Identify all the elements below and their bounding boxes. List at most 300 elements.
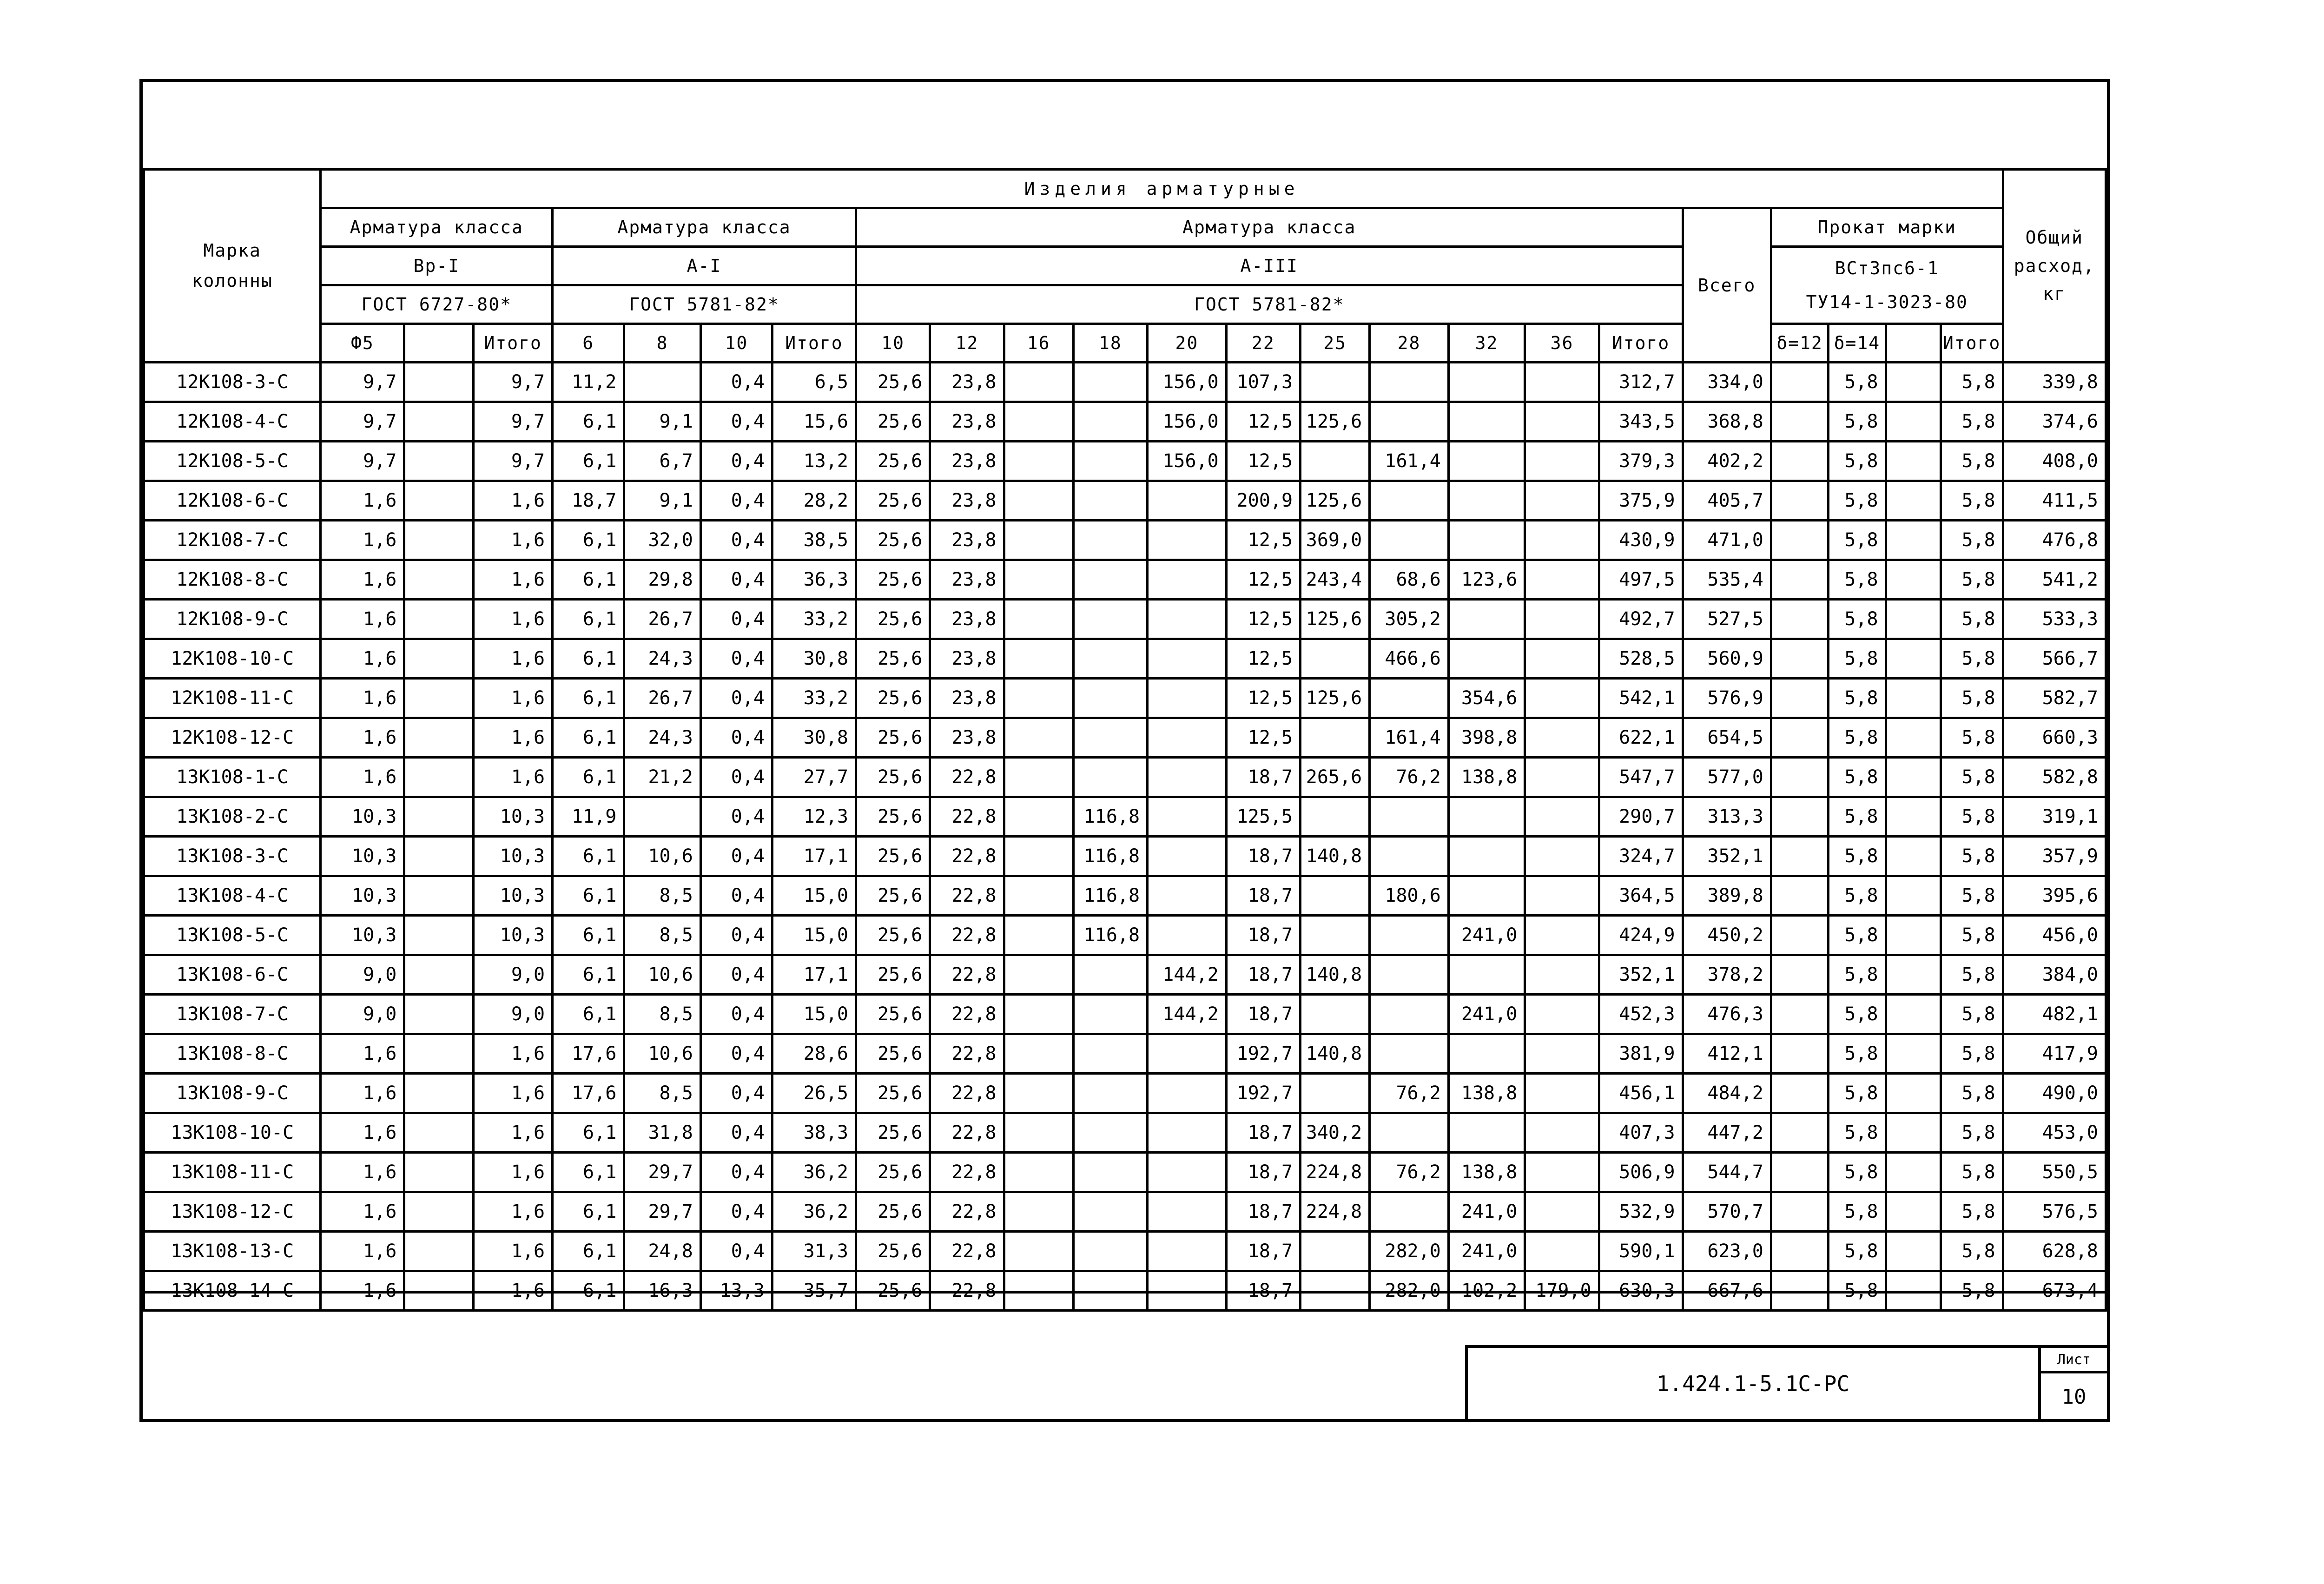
table-cell: 312,7 [1599, 363, 1683, 402]
table-cell: 161,4 [1370, 718, 1449, 758]
table-cell: 17,1 [772, 837, 856, 876]
table-cell: 1,6 [321, 1271, 404, 1311]
table-cell: 25,6 [856, 1192, 930, 1232]
table-cell: 5,8 [1829, 916, 1886, 955]
table-cell: 25,6 [856, 758, 930, 797]
table-cell: 6,1 [553, 876, 624, 916]
table-cell: 290,7 [1599, 797, 1683, 837]
table-cell [1525, 876, 1599, 916]
table-cell [1148, 718, 1227, 758]
table-cell: 25,6 [856, 679, 930, 718]
table-cell: 1,6 [321, 758, 404, 797]
table-cell: 125,6 [1301, 600, 1370, 639]
table-cell [1148, 837, 1227, 876]
table-cell: 6,1 [553, 402, 624, 442]
table-cell [1525, 955, 1599, 995]
table-cell: 12,5 [1226, 521, 1300, 560]
table-cell [1448, 521, 1525, 560]
table-cell: 340,2 [1301, 1113, 1370, 1153]
table-cell [1448, 600, 1525, 639]
table-cell [1448, 481, 1525, 521]
table-cell: 375,9 [1599, 481, 1683, 521]
table-cell: 9,7 [474, 363, 553, 402]
table-cell: 5,8 [1941, 442, 2003, 481]
table-cell: 12,5 [1226, 442, 1300, 481]
table-row [144, 363, 2106, 402]
table-cell: 368,8 [1683, 402, 1771, 442]
table-cell: 192,7 [1226, 1074, 1300, 1113]
table-cell [1073, 1192, 1147, 1232]
header-a1-class: A-I [553, 247, 856, 285]
table-cell: 18,7 [1226, 837, 1300, 876]
diameter-header-cell: 20 [1148, 324, 1227, 363]
table-cell: 138,8 [1448, 1074, 1525, 1113]
table-cell: 0,4 [700, 560, 772, 600]
column-mark-cell: 12К108-5-С [144, 442, 321, 481]
table-cell [624, 797, 701, 837]
table-cell [1148, 560, 1227, 600]
table-row [144, 1232, 2106, 1271]
table-cell: 1,6 [321, 1192, 404, 1232]
table-cell: 660,3 [2003, 718, 2106, 758]
table-cell: 450,2 [1683, 916, 1771, 955]
table-cell: 9,0 [321, 955, 404, 995]
table-cell: 5,8 [1829, 718, 1886, 758]
table-cell: 17,1 [772, 955, 856, 995]
table-cell [1886, 1074, 1941, 1113]
table-cell [1004, 1034, 1073, 1074]
table-cell: 0,4 [700, 1192, 772, 1232]
table-cell [1148, 1034, 1227, 1074]
table-cell [1148, 639, 1227, 679]
rebar-specification-table [143, 168, 2107, 1312]
table-cell [1525, 481, 1599, 521]
table-cell: 5,8 [1941, 876, 2003, 916]
table-cell [1771, 402, 1828, 442]
table-cell [1004, 679, 1073, 718]
sheet-number-cell [2038, 1345, 2107, 1419]
table-cell [404, 442, 474, 481]
table-cell: 16,3 [624, 1271, 701, 1311]
table-cell: 22,8 [930, 876, 1004, 916]
table-cell: 402,2 [1683, 442, 1771, 481]
table-cell: 156,0 [1148, 363, 1227, 402]
title-block-divider [143, 1291, 2107, 1294]
table-cell: 6,1 [553, 1192, 624, 1232]
table-cell: 192,7 [1226, 1034, 1300, 1074]
diameter-header-cell: 18 [1073, 324, 1147, 363]
column-mark-cell: 13К108-6-С [144, 955, 321, 995]
table-cell: 9,7 [321, 442, 404, 481]
table-row [144, 442, 2106, 481]
table-cell: 17,6 [553, 1034, 624, 1074]
table-cell: 408,0 [2003, 442, 2106, 481]
table-cell: 590,1 [1599, 1232, 1683, 1271]
table-cell: 5,8 [1941, 1232, 2003, 1271]
table-row [144, 718, 2106, 758]
table-cell: 25,6 [856, 1153, 930, 1192]
table-cell: 1,6 [474, 1113, 553, 1153]
table-cell [1073, 521, 1147, 560]
table-cell: 5,8 [1829, 600, 1886, 639]
table-cell: 25,6 [856, 718, 930, 758]
table-cell: 23,8 [930, 639, 1004, 679]
table-cell: 10,3 [321, 876, 404, 916]
table-cell: 156,0 [1148, 402, 1227, 442]
table-cell: 32,0 [624, 521, 701, 560]
table-cell: 628,8 [2003, 1232, 2106, 1271]
table-cell: 0,4 [700, 521, 772, 560]
table-row [144, 1074, 2106, 1113]
table-cell: 23,8 [930, 521, 1004, 560]
table-cell: 577,0 [1683, 758, 1771, 797]
table-cell: 144,2 [1148, 955, 1227, 995]
table-cell [1004, 797, 1073, 837]
table-cell: 5,8 [1829, 679, 1886, 718]
table-cell [1370, 481, 1449, 521]
table-cell: 25,6 [856, 1271, 930, 1311]
table-cell: 8,5 [624, 916, 701, 955]
table-cell: 324,7 [1599, 837, 1683, 876]
table-cell: 10,3 [321, 797, 404, 837]
table-cell: 243,4 [1301, 560, 1370, 600]
table-cell [1301, 916, 1370, 955]
table-cell [1886, 876, 1941, 916]
table-cell [1004, 363, 1073, 402]
table-cell: 0,4 [700, 600, 772, 639]
table-cell [1370, 1034, 1449, 1074]
table-cell: 224,8 [1301, 1192, 1370, 1232]
diameter-header-cell: Итого [1599, 324, 1683, 363]
header-vr-class: Вр-I [321, 247, 553, 285]
table-cell: 25,6 [856, 916, 930, 955]
table-row [144, 758, 2106, 797]
table-cell: 1,6 [321, 1113, 404, 1153]
table-cell [1886, 837, 1941, 876]
header-prokat-title: Прокат марки [1771, 208, 2003, 247]
table-cell: 5,8 [1829, 837, 1886, 876]
table-cell [1148, 1074, 1227, 1113]
table-cell: 28,2 [772, 481, 856, 521]
table-cell: 22,8 [930, 1192, 1004, 1232]
table-cell: 161,4 [1370, 442, 1449, 481]
table-cell: 5,8 [1829, 639, 1886, 679]
table-cell: 25,6 [856, 639, 930, 679]
table-cell: 11,9 [553, 797, 624, 837]
table-cell: 180,6 [1370, 876, 1449, 916]
table-cell: 25,6 [856, 995, 930, 1034]
table-cell: 5,8 [1941, 481, 2003, 521]
drawing-sheet [139, 79, 2110, 1422]
table-cell: 490,0 [2003, 1074, 2106, 1113]
table-cell: 0,4 [700, 679, 772, 718]
table-cell: 374,6 [2003, 402, 2106, 442]
table-cell: 76,2 [1370, 1074, 1449, 1113]
table-cell: 15,6 [772, 402, 856, 442]
table-cell: 1,6 [321, 600, 404, 639]
table-cell: 116,8 [1073, 797, 1147, 837]
table-cell [1886, 916, 1941, 955]
table-cell [1004, 639, 1073, 679]
table-cell: 389,8 [1683, 876, 1771, 916]
table-cell: 25,6 [856, 521, 930, 560]
table-cell: 0,4 [700, 995, 772, 1034]
table-cell: 18,7 [1226, 1232, 1300, 1271]
table-cell: 1,6 [474, 718, 553, 758]
table-cell [1370, 1113, 1449, 1153]
table-cell: 8,5 [624, 1074, 701, 1113]
table-cell: 10,6 [624, 837, 701, 876]
table-cell [1525, 639, 1599, 679]
table-cell: 8,5 [624, 995, 701, 1034]
table-cell: 398,8 [1448, 718, 1525, 758]
table-cell: 107,3 [1226, 363, 1300, 402]
table-cell: 23,8 [930, 442, 1004, 481]
diameter-header-cell: 8 [624, 324, 701, 363]
table-cell: 5,8 [1829, 1113, 1886, 1153]
header-mark: Марка колонны [144, 170, 321, 363]
table-cell [1448, 1034, 1525, 1074]
table-cell [1370, 797, 1449, 837]
table-cell [1525, 916, 1599, 955]
table-cell: 5,8 [1829, 560, 1886, 600]
table-cell: 5,8 [1829, 1034, 1886, 1074]
table-cell: 13,3 [700, 1271, 772, 1311]
table-cell [1004, 600, 1073, 639]
diameter-header-cell: 12 [930, 324, 1004, 363]
table-cell: 125,6 [1301, 402, 1370, 442]
table-cell: 466,6 [1370, 639, 1449, 679]
table-cell: 447,2 [1683, 1113, 1771, 1153]
table-cell [1771, 837, 1828, 876]
table-cell [1004, 876, 1073, 916]
table-cell: 125,6 [1301, 679, 1370, 718]
column-mark-cell: 12К108-8-С [144, 560, 321, 600]
table-cell: 5,8 [1941, 995, 2003, 1034]
table-cell: 6,1 [553, 600, 624, 639]
column-mark-cell: 13К108-5-С [144, 916, 321, 955]
table-cell [1073, 1034, 1147, 1074]
table-cell: 0,4 [700, 639, 772, 679]
table-cell: 22,8 [930, 797, 1004, 837]
table-cell: 25,6 [856, 837, 930, 876]
table-cell [1370, 363, 1449, 402]
table-cell: 532,9 [1599, 1192, 1683, 1232]
table-cell: 241,0 [1448, 1192, 1525, 1232]
table-cell: 22,8 [930, 955, 1004, 995]
column-mark-cell: 13К108-4-С [144, 876, 321, 916]
table-cell [1073, 1232, 1147, 1271]
table-cell: 18,7 [1226, 955, 1300, 995]
table-cell: 357,9 [2003, 837, 2106, 876]
header-prokat-mark: ВСт3пс6-1 [1835, 258, 1939, 279]
diameter-header-cell [404, 324, 474, 363]
table-cell: 28,6 [772, 1034, 856, 1074]
table-cell [1886, 402, 1941, 442]
table-cell: 156,0 [1148, 442, 1227, 481]
table-cell: 1,6 [474, 600, 553, 639]
table-cell: 5,8 [1829, 1074, 1886, 1113]
table-cell: 31,3 [772, 1232, 856, 1271]
table-cell [404, 679, 474, 718]
table-cell [1886, 679, 1941, 718]
header-a1-gost: ГОСТ 5781-82* [553, 285, 856, 324]
table-cell: 25,6 [856, 363, 930, 402]
table-cell: 5,8 [1941, 1074, 2003, 1113]
table-cell: 23,8 [930, 363, 1004, 402]
table-cell: 22,8 [930, 1034, 1004, 1074]
table-cell: 6,5 [772, 363, 856, 402]
table-row [144, 797, 2106, 837]
table-cell: 36,3 [772, 560, 856, 600]
table-cell: 570,7 [1683, 1192, 1771, 1232]
document-code-cell [1465, 1345, 2038, 1419]
table-cell: 527,5 [1683, 600, 1771, 639]
table-cell: 0,4 [700, 837, 772, 876]
table-cell: 10,3 [474, 876, 553, 916]
table-cell [404, 363, 474, 402]
table-cell: 21,2 [624, 758, 701, 797]
document-code: 1.424.1-5.1С-РС [1656, 1371, 1850, 1396]
table-cell: 5,8 [1829, 955, 1886, 995]
table-cell: 352,1 [1683, 837, 1771, 876]
table-cell [1370, 955, 1449, 995]
table-cell: 456,0 [2003, 916, 2106, 955]
table-cell: 30,8 [772, 718, 856, 758]
diameter-header-cell: 16 [1004, 324, 1073, 363]
diameter-header-cell: 32 [1448, 324, 1525, 363]
table-cell [1771, 442, 1828, 481]
table-cell: 506,9 [1599, 1153, 1683, 1192]
table-cell [1886, 363, 1941, 402]
table-cell: 6,1 [553, 995, 624, 1034]
table-cell: 5,8 [1941, 718, 2003, 758]
table-cell: 23,8 [930, 402, 1004, 442]
table-cell: 0,4 [700, 402, 772, 442]
table-cell [1073, 639, 1147, 679]
table-cell [1370, 1192, 1449, 1232]
table-cell: 5,8 [1941, 521, 2003, 560]
table-cell: 6,1 [553, 442, 624, 481]
table-cell [1771, 600, 1828, 639]
table-cell [1301, 639, 1370, 679]
table-cell [1301, 797, 1370, 837]
table-cell: 6,1 [553, 758, 624, 797]
table-cell: 116,8 [1073, 837, 1147, 876]
table-cell: 0,4 [700, 1153, 772, 1192]
table-cell: 6,1 [553, 955, 624, 995]
table-cell: 0,4 [700, 758, 772, 797]
table-cell: 1,6 [321, 481, 404, 521]
table-cell: 25,6 [856, 402, 930, 442]
table-cell: 1,6 [321, 639, 404, 679]
table-cell [1771, 995, 1828, 1034]
table-cell [1148, 876, 1227, 916]
table-cell [1525, 679, 1599, 718]
table-cell: 673,4 [2003, 1271, 2106, 1311]
table-cell [404, 1113, 474, 1153]
table-cell: 76,2 [1370, 758, 1449, 797]
table-cell: 144,2 [1148, 995, 1227, 1034]
table-cell: 26,7 [624, 679, 701, 718]
diameter-header-row [144, 324, 2106, 363]
table-cell: 5,8 [1941, 1271, 2003, 1311]
table-cell [1448, 639, 1525, 679]
table-cell: 30,8 [772, 639, 856, 679]
table-cell [1148, 521, 1227, 560]
table-cell [1448, 402, 1525, 442]
table-cell: 547,7 [1599, 758, 1683, 797]
table-cell: 544,7 [1683, 1153, 1771, 1192]
table-cell: 25,6 [856, 1232, 930, 1271]
table-cell: 5,8 [1941, 1034, 2003, 1074]
table-cell [404, 758, 474, 797]
table-cell: 6,1 [553, 1153, 624, 1192]
table-cell: 10,3 [321, 837, 404, 876]
table-cell [1004, 481, 1073, 521]
table-cell: 0,4 [700, 876, 772, 916]
table-cell: 125,6 [1301, 481, 1370, 521]
table-cell: 5,8 [1941, 955, 2003, 995]
table-row [144, 837, 2106, 876]
diameter-header-cell: Итого [1941, 324, 2003, 363]
table-cell: 140,8 [1301, 1034, 1370, 1074]
column-mark-cell: 12К108-3-С [144, 363, 321, 402]
table-cell [1073, 679, 1147, 718]
table-cell: 23,8 [930, 600, 1004, 639]
table-cell [404, 521, 474, 560]
table-cell [1301, 876, 1370, 916]
table-cell: 18,7 [553, 481, 624, 521]
table-cell: 15,0 [772, 876, 856, 916]
table-cell: 9,7 [321, 402, 404, 442]
table-cell [1886, 1232, 1941, 1271]
table-cell: 5,8 [1829, 521, 1886, 560]
table-cell [404, 1192, 474, 1232]
table-cell [1448, 363, 1525, 402]
table-cell: 26,5 [772, 1074, 856, 1113]
table-cell: 12,5 [1226, 600, 1300, 639]
table-cell [1886, 1153, 1941, 1192]
table-row [144, 1034, 2106, 1074]
table-cell [404, 1153, 474, 1192]
table-cell: 313,3 [1683, 797, 1771, 837]
table-cell: 31,8 [624, 1113, 701, 1153]
table-cell [1370, 837, 1449, 876]
table-cell: 8,5 [624, 876, 701, 916]
table-row [144, 1192, 2106, 1232]
table-cell: 5,8 [1941, 1192, 2003, 1232]
column-mark-cell: 13К108-1-С [144, 758, 321, 797]
table-cell [1771, 363, 1828, 402]
table-cell: 25,6 [856, 876, 930, 916]
table-cell [1448, 876, 1525, 916]
table-cell: 282,0 [1370, 1232, 1449, 1271]
table-cell: 9,7 [474, 442, 553, 481]
table-cell: 5,8 [1829, 1192, 1886, 1232]
table-cell [1525, 600, 1599, 639]
table-cell: 224,8 [1301, 1153, 1370, 1192]
table-cell: 5,8 [1829, 481, 1886, 521]
table-cell [1073, 758, 1147, 797]
table-cell [1073, 402, 1147, 442]
table-cell [1301, 442, 1370, 481]
table-row [144, 600, 2106, 639]
table-cell [1771, 1232, 1828, 1271]
table-cell [1525, 402, 1599, 442]
table-cell: 497,5 [1599, 560, 1683, 600]
diameter-header-cell: 6 [553, 324, 624, 363]
